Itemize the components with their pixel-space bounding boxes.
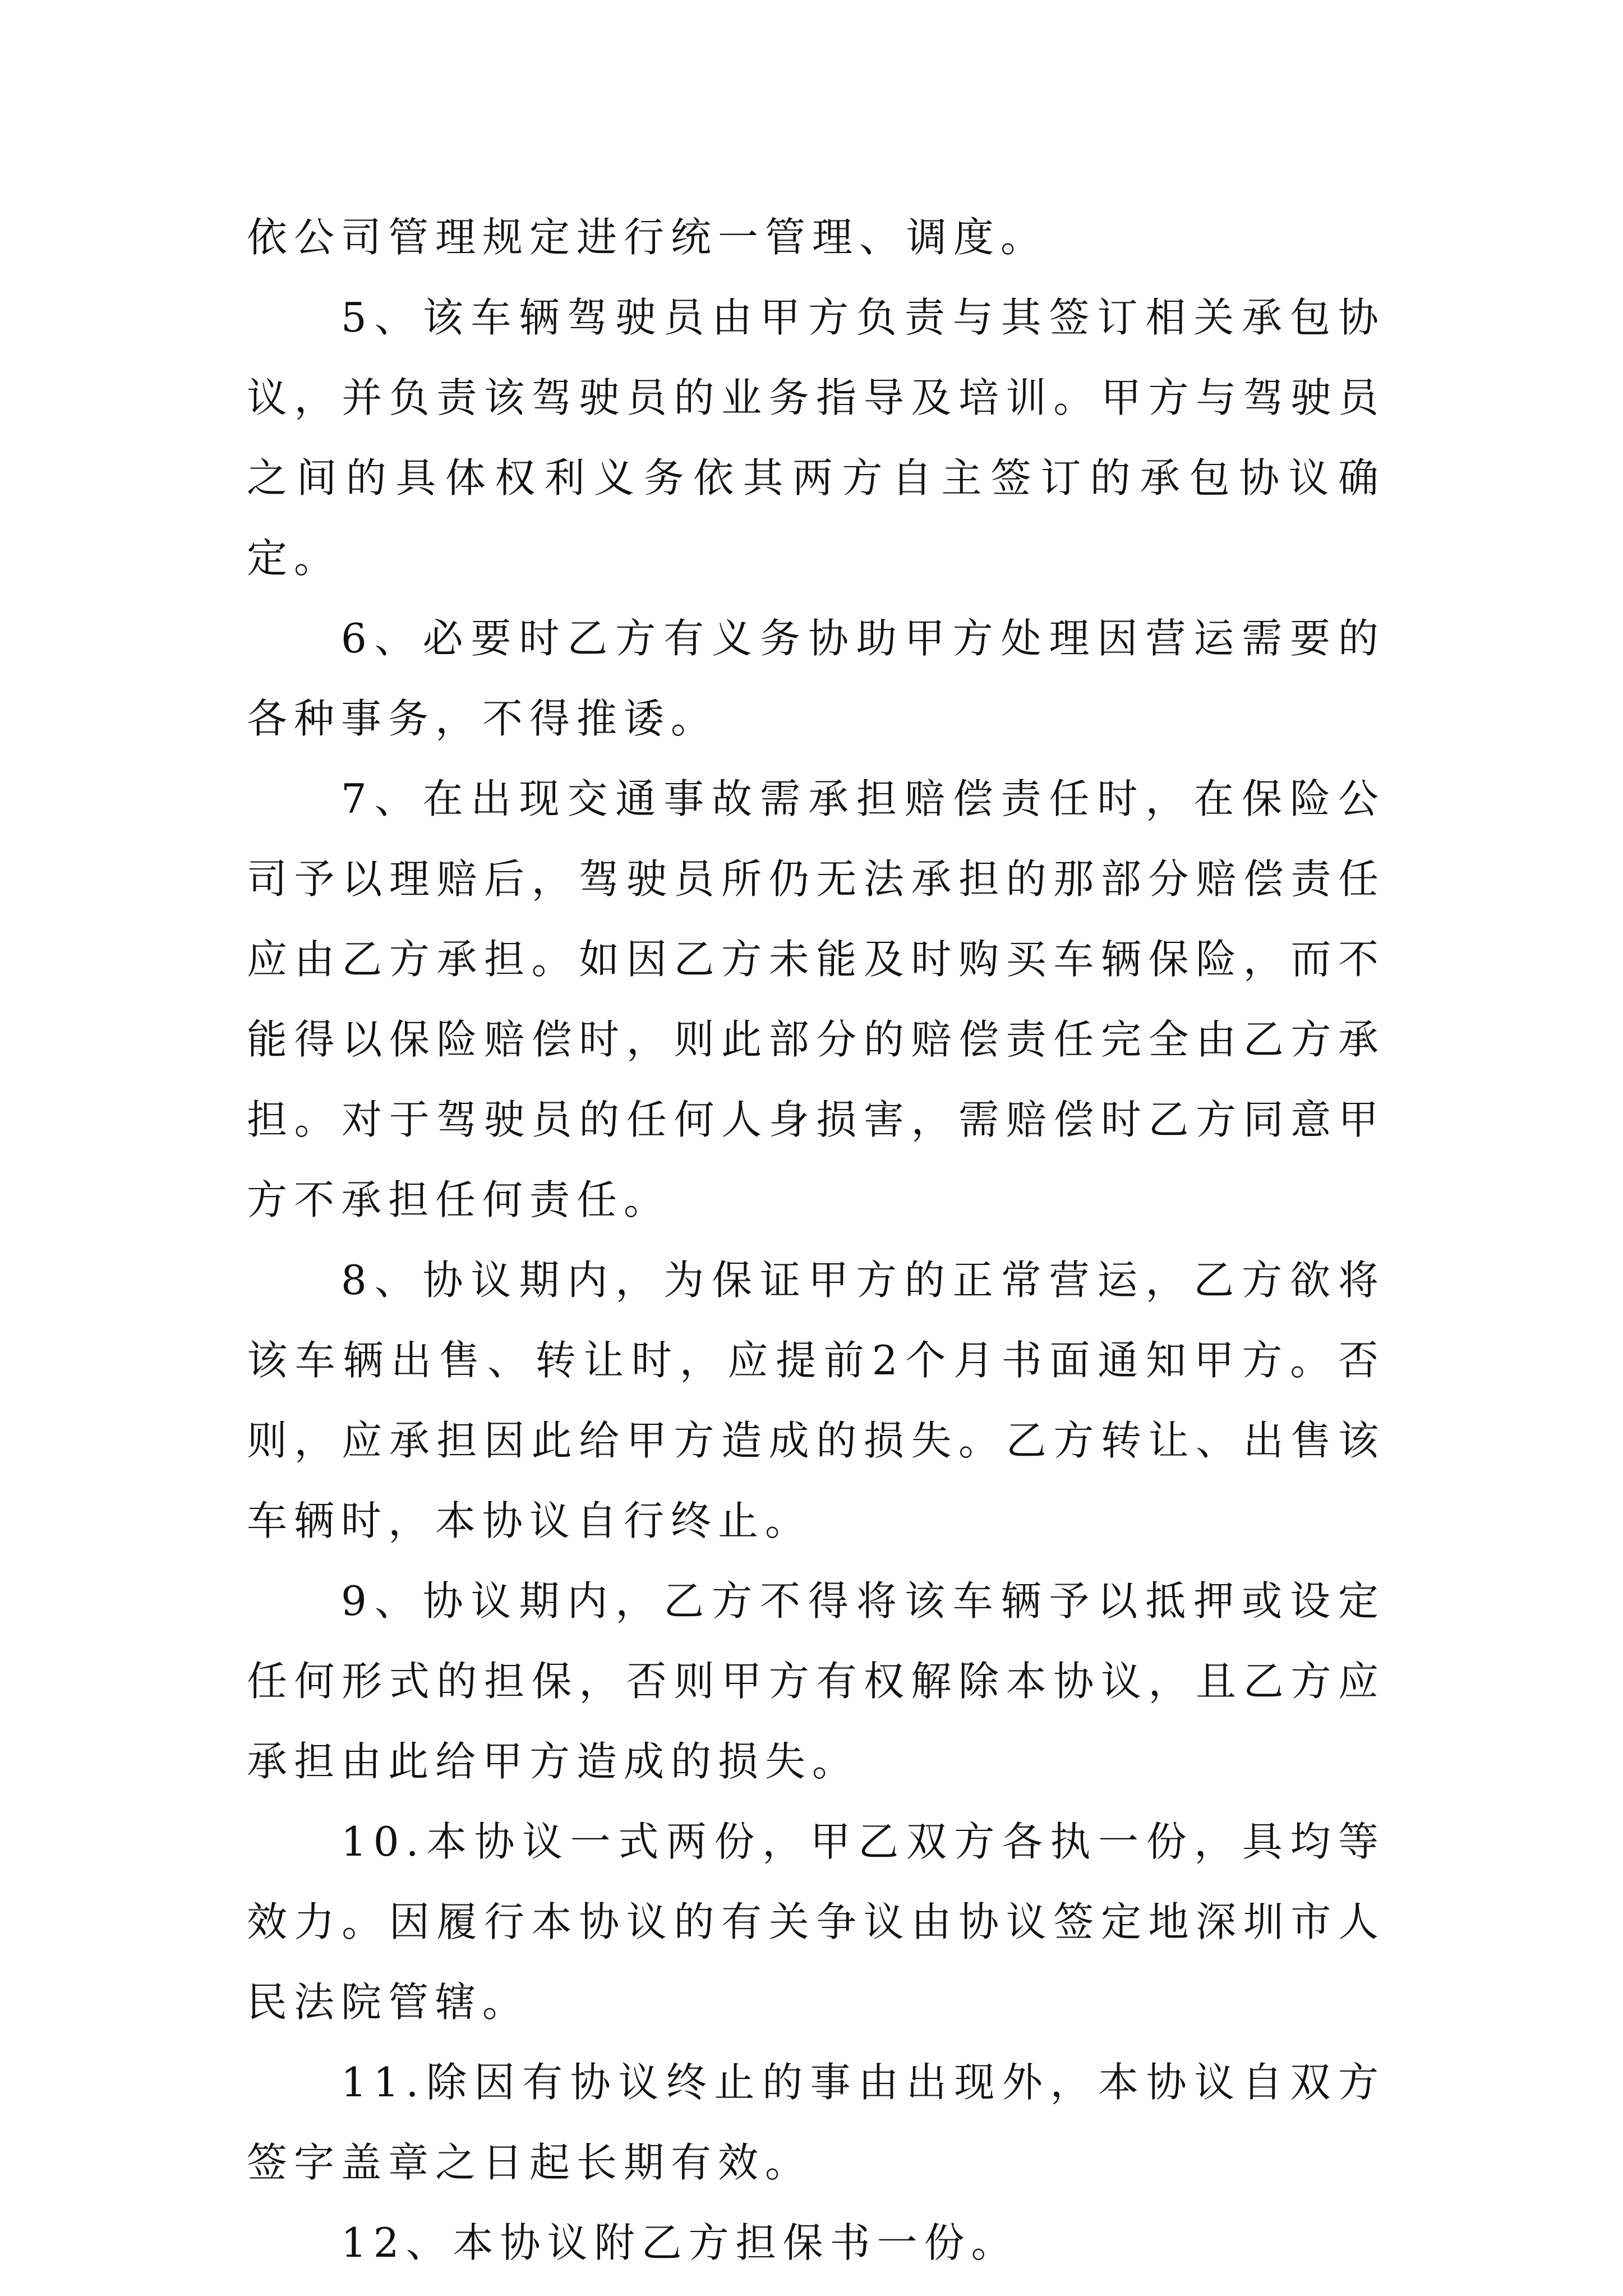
clause-12: 12、本协议附乙方担保书一份。 [341,2219,1018,2266]
clause-5: 5、该车辆驾驶员由甲方负责与其签订相关承包协议，并负责该驾驶员的业务指导及培训。甲方与驾驶员之间的具体权利义务依其两方自主签订的承包协议确定。 [247,294,1385,582]
clause-7: 7、在出现交通事故需承担赔偿责任时，在保险公司予以理赔后，驾驶员所仍无法承担的那部分赔偿责任应由乙方承担。如因乙方未能及时购买车辆保险，而不能得以保险赔偿时，则此部分的赔偿责任完全由乙方承担。对于驾驶员的任何人身损害，需赔偿时乙方同意甲方不承担任何责任。 [247,775,1385,1223]
clause-6: 6、必要时乙方有义务协助甲方处理因营运需要的各种事务，不得推诿。 [247,615,1385,742]
clause-8: 8、协议期内，为保证甲方的正常营运，乙方欲将该车辆出售、转让时，应提前2个月书面通知甲方。否则，应承担因此给甲方造成的损失。乙方转让、出售该车辆时，本协议自行终止。 [247,1257,1385,1544]
clause-10: 10.本协议一式两份，甲乙双方各执一份，具均等效力。因履行本协议的有关争议由协议签定地深圳市人民法院管辖。 [247,1818,1385,2026]
clause-11: 11.除因有协议终止的事由出现外，本协议自双方签字盖章之日起长期有效。 [247,2059,1385,2186]
paragraph-continuation: 依公司管理规定进行统一管理、调度。 [247,214,1048,261]
document-body [247,197,1385,2283]
clause-9: 9、协议期内，乙方不得将该车辆予以抵押或设定任何形式的担保，否则甲方有权解除本协议，且乙方应承担由此给甲方造成的损失。 [247,1577,1385,1785]
